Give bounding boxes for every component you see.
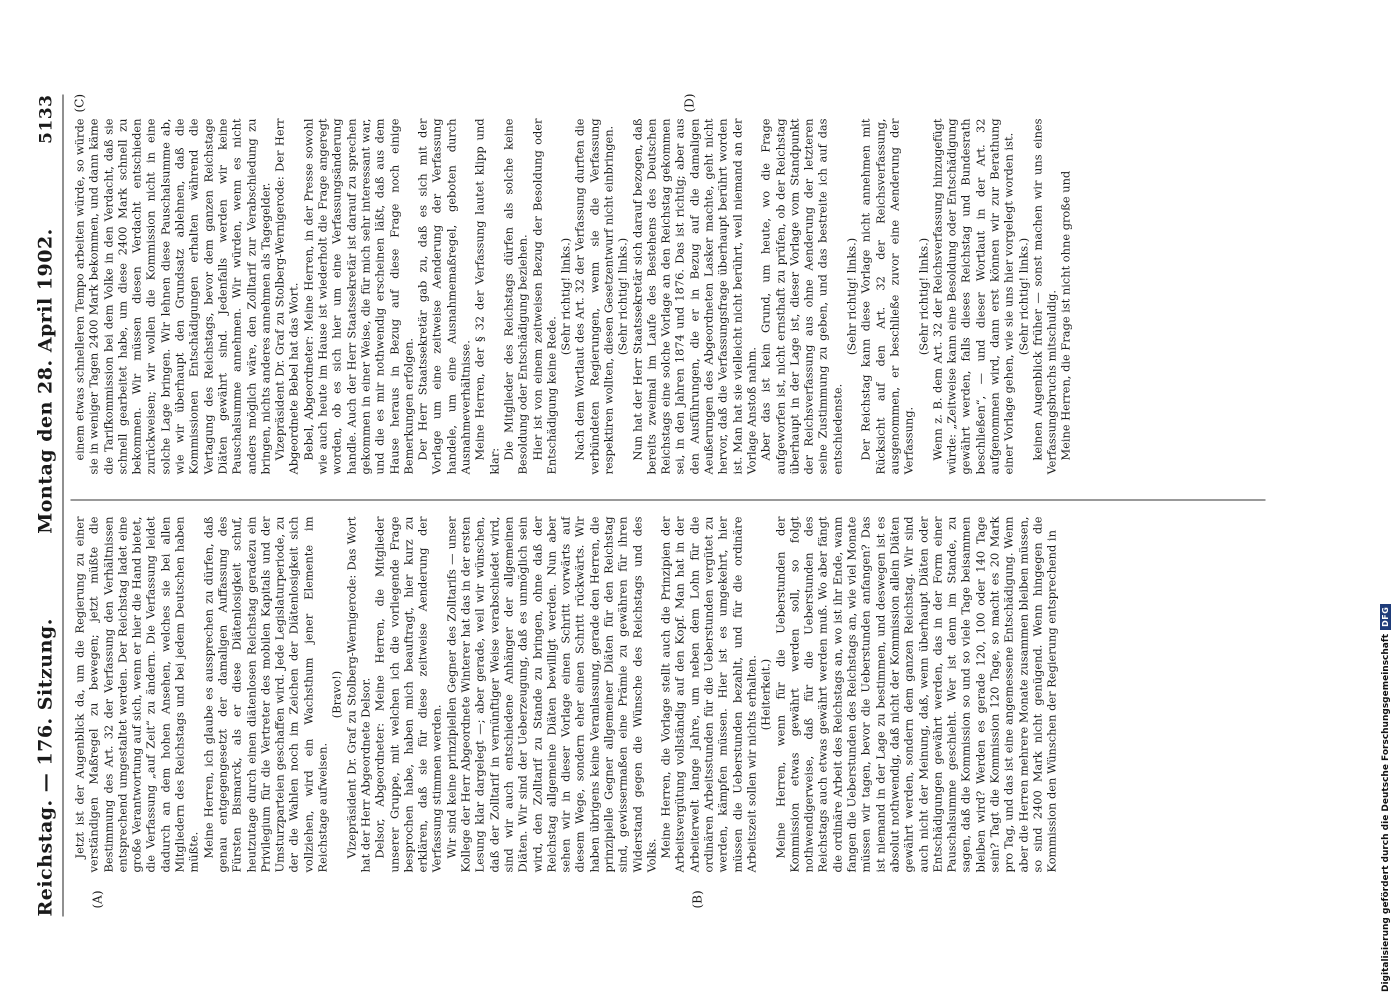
paragraph: Wenn z. B. dem Art. 32 der Reichsverfassung hinzugefügt würde: „Zeitweise kann eine Besoldung oder Entschädigung gewährt werden, falls dieses Reichstag und Bundesrath beschließen“, — und dieser Wortlaut in der Art. 32 aufgenommen wird, dann erst können wir zur Berathung einer Vorlage gehen, wie sie uns hier vorgelegt worden ist.: [929, 118, 1016, 475]
page-number: 5133: [36, 94, 56, 144]
session-date: Montag den 28. April 1902.: [34, 228, 56, 534]
interjection: (Sehr richtig! links.): [844, 237, 859, 356]
digitization-credit: [1380, 604, 1391, 992]
left-column: [72, 517, 1262, 873]
header-rule: [62, 95, 63, 917]
paragraph: Nach dem Wortlaut des Art. 32 der Verfassung durften die verbündeten Regierungen, wenn sie die Verfassung respektiren wollten, diesen Gesetzentwurf nicht einbringen.: [572, 118, 615, 475]
paragraph: Vizepräsident Dr. Graf zu Stolberg-Wernigerode: Der Herr Abgeordnete Bebel hat das Wort.: [272, 118, 301, 475]
rotated-page: [0, 1, 1397, 1001]
margin-marker-c: (C): [72, 93, 86, 113]
interjection: (Sehr richtig! links.): [1015, 237, 1030, 356]
margin-marker-b: (B): [690, 890, 704, 909]
paragraph: Jetzt ist der Augenblick da, um die Regierung zu einer verständigen Maßregel zu bewegen; jetzt müßte die Bestimmung des Art. 32 der Verfassung den Verhältnissen entsprechend umgestaltet werden. Der Reichstag ladet eine große Verantwortung auf sich, wenn er hier die Hand bietet, die Verfassung „auf Zeit“ zu ändern. Die Verfassung leidet dadurch an dem hohen Ansehen, welches sie bei allen Mitgliedern des Reichstags und bei jedem Deutschen haben müßte.: [72, 516, 201, 873]
dfg-logo: DFG: [1380, 604, 1391, 630]
interjection: (Sehr richtig! links.): [558, 237, 573, 356]
paragraph: keinen Augenblick früher — sonst machen wir uns eines Verfassungsbruchs mitschuldig.: [1029, 118, 1059, 475]
paragraph: Meine Herren, der § 32 der Verfassung lautet klipp und klar:: [472, 118, 501, 475]
session-title: Reichstag. — 176. Sitzung.: [34, 618, 56, 917]
paragraph: Meine Herren, die Vorlage stellt auch die Prinzipien der Arbeitsvergütung vollständig auf den Kopf. Man hat in der Arbeiterwelt lange Jahre, um neben dem Lohn für die ordinären Arbeitsstunden für die Ueberstunden vergütet zu werden, kämpfen müssen. Hier ist es umgekehrt, hier müssen die Ueberstunden bezahlt, und für die ordinäre Arbeitszeit sollen wir nichts erhalten.: [658, 516, 758, 873]
paragraph: Meine Herren, die Frage ist nicht ohne große und: [1058, 170, 1073, 461]
paragraph: Meine Herren, wenn für die Ueberstunden der Kommission etwas gewährt werden soll, so folgt nothwendigerweise, daß für die Ueberstunden des Reichstags auch etwas gewährt werden muß. Wo aber fängt die ordinäre Arbeit des Reichstags an, wo ist ihr Ende, wann fangen die Ueberstunden des Reichstags an, wie viel Monate müssen wir tagen, bevor die Ueberstunden anfangen? Das ist niemand in der Lage zu bestimmen, und deswegen ist es absolut nothwendig, daß nicht der Kommission allein Diäten gewährt werden, sondern dem ganzen Reichstag. Wir sind auch nicht der Meinung, daß, wenn überhaupt Diäten oder Entschädigungen gewährt werden, das in der Form einer Pauschalsumme geschieht. Wer ist denn im Stande, zu sagen, daß die Kommission so und so viele Tage beisammen bleiben wird? Werden es gerade 120, 100 oder 140 Tage sein? Tagt die Kommission 120 Tage, so macht es 20 Mark pro Tag, und das ist eine angemessene Entschädigung. Wenn aber die Herren mehrere Monate zusammen bleiben müssen, so sind 2400 Mark nicht genügend. Wenn hingegen die Kommission den Wünschen der Regierung entsprechend in: [772, 516, 1059, 873]
margin-marker-d: (D): [682, 93, 696, 113]
paragraph: Meine Herren, ich glaube es aussprechen zu dürfen, daß genau entgegengesetzt der damaligen Auffassung des Fürsten Bismarck, als er diese Diätenlosigkeit schuf, heutzutage durch einen diätenlosen Reichstag geradezu ein Privilegium für die Vertreter des mobilen Kapitals und der Umsturzparteien geschaffen wird. Jede Legislaturperiode, zu der die Wahlen noch im Zeichen der Diätenlosigkeit sich vollziehen, wird ein Wachsthum jener Elemente im Reichstage aufweisen.: [200, 516, 330, 873]
interjection: (Sehr richtig! links.): [915, 237, 930, 356]
paragraph: Hier ist von einem zeitweisen Bezug der Besoldung oder Entschädigung keine Rede.: [529, 118, 558, 475]
paragraph: Delsor, Abgeordneter: Meine Herren, die Mitglieder unserer Gruppe, mit welchen ich die vorliegende Frage besprochen habe, haben mich beauftragt, hier kurz zu erklären, daß sie für diese zeitweise Aenderung der Verfassung stimmen werden.: [372, 516, 444, 873]
paragraph: Nun hat der Herr Staatssekretär sich darauf bezogen, daß bereits zweimal im Laufe des Bestehens des Deutschen Reichstags eine solche Vorlage an den Reichstag gekommen sei, in den Jahren 1874 und 1876. Das ist richtig; aber aus den Ausführungen, die er in Bezug auf die damaligen Aeußerungen des Abgeordneten Lasker machte, geht nicht hervor, daß die Verfassungsfrage überhaupt berührt worden ist. Man hat sie vielleicht nicht berührt, weil niemand an der Vorlage Anstoß nahm.: [629, 118, 758, 475]
quotation: Die Mitglieder des Reichstags dürfen als solche keine Besoldung oder Entschädigung beziehen.: [500, 118, 530, 475]
paragraph: Der Reichstag kann diese Vorlage nicht annehmen mit Rücksicht auf den Art. 32 der Reichsverfassung, ausgenommen, er beschließe zuvor eine Aenderung der Verfassung.: [858, 118, 916, 475]
paragraph: Vizepräsident Dr. Graf zu Stolberg-Wernigerode: Das Wort hat der Herr Abgeordnete Delsor.: [343, 516, 372, 873]
paragraph: Der Herr Staatssekretär gab zu, daß es sich mit der Vorlage um eine zeitweise Aenderung der Verfassung handele, um eine Ausnahmemaßregel, geboten durch Ausnahmeverhältnisse.: [415, 118, 473, 475]
right-column: [72, 119, 1262, 475]
paragraph: Aber das ist kein Grund, um heute, wo die Frage aufgeworfen ist, nicht ernsthaft zu prüfen, ob der Reichstag überhaupt in der Lage ist, dieser Vorlage vom Standpunkt der Reichsverfassung aus ohne Aenderung der letzteren seine Zustimmung zu geben, und das bestreite ich auf das entschiedenste.: [758, 118, 844, 475]
paragraph: Wir sind keine prinzipiellen Gegner des Zolltarifs — unser Kollege der Herr Abgeordnete Winterer hat das in der ersten Lesung klar dargelegt —; aber gerade, weil wir wünschen, daß der Zolltarif in vernünftiger Weise verabschiedet wird, sind wir auch entschiedene Anhänger der allgemeinen Diäten. Wir sind der Ueberzeugung, daß es unmöglich sein wird, den Zolltarif zu Stande zu bringen, ohne daß der Reichstag allgemeine Diäten bewilligt werden. Nun aber sehen wir in dieser Vorlage einen Schritt vorwärts auf diesem Wege, sondern eher einen Schritt rückwärts. Wir haben übrigens keine Veranlassung, gerade den Herren, die prinzipielle Gegner allgemeiner Diäten für den Reichstag sind, gewissermaßen eine Prämie zu gewähren für ihren Widerstand gegen die Wünsche des Reichstags und des Volks.: [443, 516, 658, 873]
column-divider: [70, 500, 1265, 501]
credit-text: Digitalisierung gefördert durch die Deutsche Forschungsgemeinschaft: [1380, 633, 1391, 992]
paragraph: einem etwas schnelleren Tempo arbeiten würde, so würde sie in weniger Tagen 2400 Mark bekommen, und dann käme die Tarifkommission bei dem Volke in den Verdacht, daß sie schnell gearbeitet habe, um diese 2400 Mark schnell zu bekommen. Wir müssen diesen Verdacht entschieden zurückweisen; wir wollen die Kommission nicht in eine solche Lage bringen. Wir lehnen diese Pauschalsumme ab, wie wir überhaupt den Grundsatz ablehnen, daß die Kommissionen Entschädigungen erhalten während die Vertagung des Reichstags, bevor dem ganzen Reichstage Diäten gewährt sind. Jedenfalls werden wir keine Pauschalsumme annehmen. Wir würden, wenn es nicht anders möglich wäre, den Zolltarif zur Verabschiedung zu bringen, nichts anderes annehmen als Tagegelder.: [72, 118, 272, 475]
margin-marker-a: (A): [90, 890, 104, 909]
interjection: (Heiterkeit.): [758, 658, 773, 731]
paragraph: Bebel, Abgeordneter: Meine Herren, in der Presse sowohl wie auch heute im Hause ist wiederholt die Frage angeregt worden, ob es sich hier um eine Verfassungsänderung handle. Auch der Herr Staatssekretär ist darauf zu sprechen gekommen in einer Weise, die für mich sehr interessant war, und die es mir nothwendig erscheinen läßt, daß aus dem Hause heraus in Bezug auf diese Frage noch einige Bemerkungen erfolgen.: [300, 118, 415, 475]
interjection: (Sehr richtig! links.): [615, 237, 630, 356]
page-header: [22, 95, 56, 917]
interjection: (Bravo!): [329, 670, 344, 719]
